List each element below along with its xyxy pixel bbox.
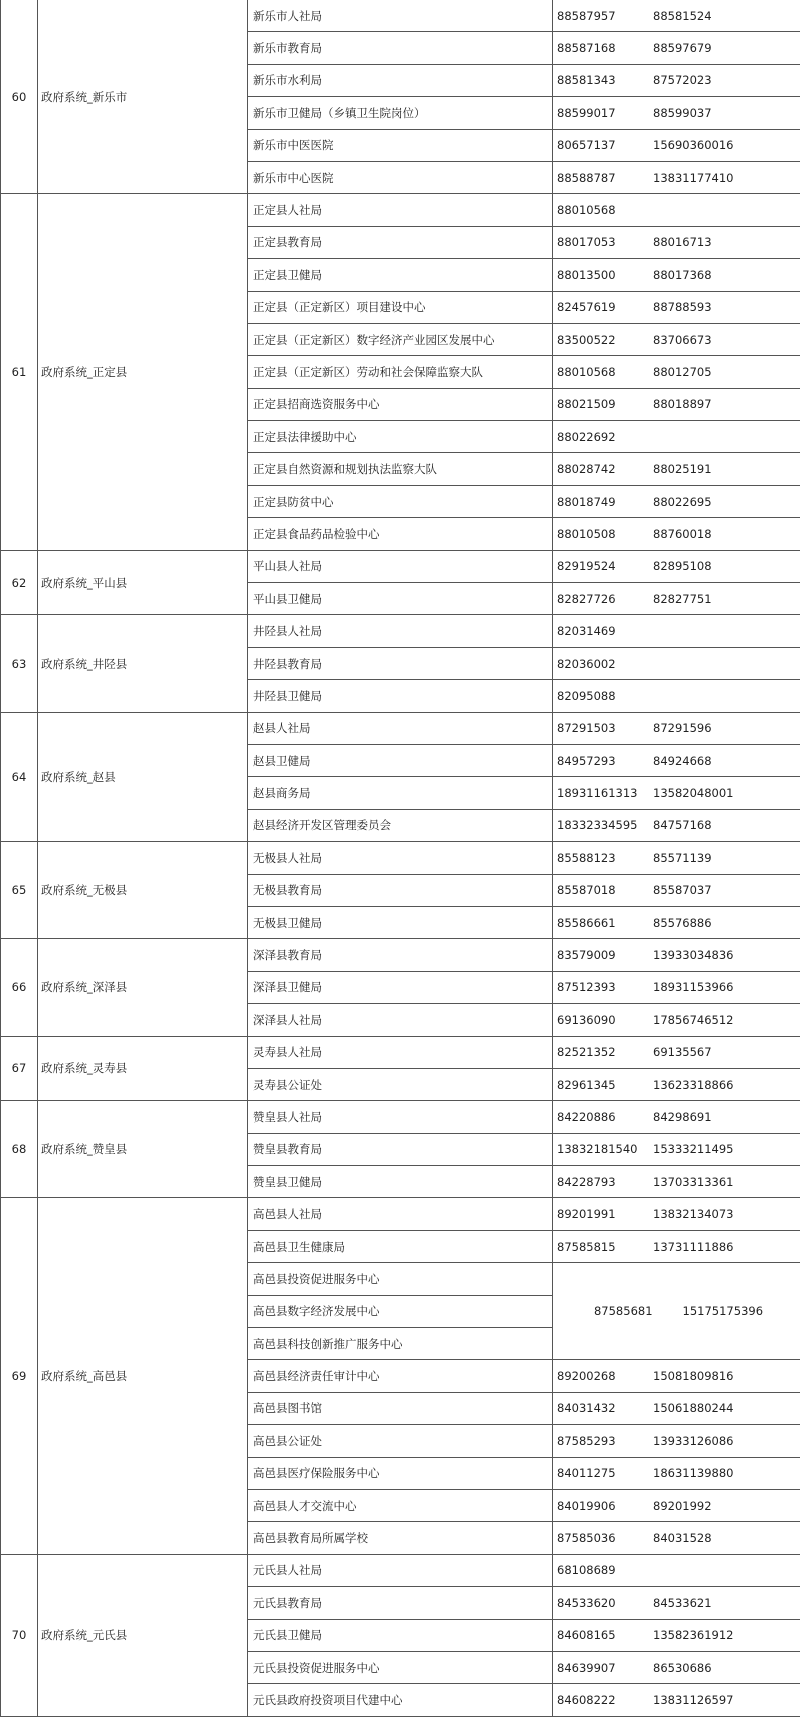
phone-primary: 82961345 <box>557 1078 653 1092</box>
phone-secondary: 17856746512 <box>653 1013 733 1027</box>
unit-name: 正定县食品药品检验中心 <box>248 518 553 550</box>
row-number: 60 <box>1 0 38 194</box>
phone-primary: 88018749 <box>557 495 653 509</box>
phone-cell <box>553 64 800 96</box>
phone-cell <box>553 1619 800 1651</box>
unit-name: 井陉县人社局 <box>248 615 553 647</box>
table-row <box>1 939 800 971</box>
phone-secondary: 86530686 <box>653 1661 712 1675</box>
phone-primary: 82036002 <box>557 657 653 671</box>
system-name: 政府系统_无极县 <box>38 842 248 939</box>
phone-cell <box>553 1360 800 1392</box>
unit-name: 井陉县教育局 <box>248 647 553 679</box>
phone-primary: 82919524 <box>557 559 653 573</box>
phone-secondary: 84924668 <box>653 754 712 768</box>
unit-name: 灵寿县公证处 <box>248 1068 553 1100</box>
unit-name: 正定县卫健局 <box>248 259 553 291</box>
table-row <box>1 712 800 744</box>
row-number: 65 <box>1 842 38 939</box>
phone-secondary: 13582361912 <box>653 1628 733 1642</box>
contact-table-body <box>1 0 800 1716</box>
unit-name: 正定县（正定新区）数字经济产业园区发展中心 <box>248 323 553 355</box>
unit-name: 高邑县数字经济发展中心 <box>248 1295 553 1327</box>
row-number: 61 <box>1 194 38 550</box>
phone-primary: 88022692 <box>557 430 653 444</box>
table-row <box>1 842 800 874</box>
unit-name: 新乐市教育局 <box>248 32 553 64</box>
phone-cell <box>553 129 800 161</box>
phone-cell <box>553 615 800 647</box>
row-number: 68 <box>1 1101 38 1198</box>
phone-secondary: 88022695 <box>653 495 712 509</box>
phone-cell <box>553 777 800 809</box>
unit-name: 平山县人社局 <box>248 550 553 582</box>
unit-name: 赵县商务局 <box>248 777 553 809</box>
phone-secondary: 88012705 <box>653 365 712 379</box>
row-number: 70 <box>1 1554 38 1716</box>
phone-primary: 82031469 <box>557 624 653 638</box>
phone-primary: 89200268 <box>557 1369 653 1383</box>
phone-secondary: 15081809816 <box>653 1369 733 1383</box>
phone-secondary: 85587037 <box>653 883 712 897</box>
system-name: 政府系统_灵寿县 <box>38 1036 248 1101</box>
phone-primary: 88010568 <box>557 203 653 217</box>
row-number: 63 <box>1 615 38 712</box>
system-name: 政府系统_元氏县 <box>38 1554 248 1716</box>
phone-primary: 88021509 <box>557 397 653 411</box>
unit-name: 高邑县经济责任审计中心 <box>248 1360 553 1392</box>
unit-name: 平山县卫健局 <box>248 583 553 615</box>
unit-name: 元氏县教育局 <box>248 1587 553 1619</box>
phone-cell <box>553 32 800 64</box>
unit-name: 赞皇县教育局 <box>248 1133 553 1165</box>
phone-cell <box>553 485 800 517</box>
unit-name: 高邑县科技创新推广服务中心 <box>248 1328 553 1360</box>
phone-primary: 88581343 <box>557 73 653 87</box>
phone-primary: 84228793 <box>557 1175 653 1189</box>
phone-cell <box>553 453 800 485</box>
unit-name: 高邑县公证处 <box>248 1425 553 1457</box>
unit-name: 赞皇县人社局 <box>248 1101 553 1133</box>
phone-primary: 84957293 <box>557 754 653 768</box>
phone-cell <box>553 0 800 32</box>
phone-cell <box>553 809 800 841</box>
phone-cell <box>553 1198 800 1230</box>
phone-cell <box>553 259 800 291</box>
phone-cell <box>553 1263 800 1360</box>
phone-secondary: 13933034836 <box>653 948 733 962</box>
phone-cell <box>553 939 800 971</box>
phone-primary: 82827726 <box>557 592 653 606</box>
phone-primary: 87585036 <box>557 1531 653 1545</box>
row-number: 66 <box>1 939 38 1036</box>
phone-primary: 68108689 <box>557 1563 653 1577</box>
phone-secondary: 13831126597 <box>653 1693 733 1707</box>
unit-name: 正定县（正定新区）项目建设中心 <box>248 291 553 323</box>
phone-primary: 88587957 <box>557 9 653 23</box>
row-number: 69 <box>1 1198 38 1554</box>
phone-cell <box>553 971 800 1003</box>
phone-primary: 84011275 <box>557 1466 653 1480</box>
unit-name: 正定县防贫中心 <box>248 485 553 517</box>
table-row <box>1 1036 800 1068</box>
system-name: 政府系统_高邑县 <box>38 1198 248 1554</box>
unit-name: 高邑县投资促进服务中心 <box>248 1263 553 1295</box>
phone-cell <box>553 1587 800 1619</box>
phone-secondary: 15333211495 <box>653 1142 733 1156</box>
phone-secondary: 82895108 <box>653 559 712 573</box>
phone-primary: 85586661 <box>557 916 653 930</box>
phone-primary: 88017053 <box>557 235 653 249</box>
unit-name: 深泽县人社局 <box>248 1004 553 1036</box>
table-row <box>1 1101 800 1133</box>
unit-name: 深泽县教育局 <box>248 939 553 971</box>
phone-secondary: 88017368 <box>653 268 712 282</box>
unit-name: 新乐市中医医院 <box>248 129 553 161</box>
phone-cell <box>553 1522 800 1554</box>
phone-cell <box>553 518 800 550</box>
phone-secondary: 87291596 <box>653 721 712 735</box>
unit-name: 正定县（正定新区）劳动和社会保障监察大队 <box>248 356 553 388</box>
phone-cell <box>553 1554 800 1586</box>
phone-secondary: 87572023 <box>653 73 712 87</box>
phone-primary: 88599017 <box>557 106 653 120</box>
phone-cell <box>553 874 800 906</box>
phone-primary: 83579009 <box>557 948 653 962</box>
phone-primary: 88013500 <box>557 268 653 282</box>
phone-primary: 89201991 <box>557 1207 653 1221</box>
phone-cell <box>553 226 800 258</box>
phone-cell <box>553 194 800 226</box>
unit-name: 新乐市水利局 <box>248 64 553 96</box>
unit-name: 元氏县卫健局 <box>248 1619 553 1651</box>
row-number: 62 <box>1 550 38 615</box>
phone-secondary: 15061880244 <box>653 1401 733 1415</box>
phone-primary: 82521352 <box>557 1045 653 1059</box>
phone-secondary: 84031528 <box>653 1531 712 1545</box>
phone-primary: 88587168 <box>557 41 653 55</box>
phone-cell <box>553 1392 800 1424</box>
unit-name: 高邑县卫生健康局 <box>248 1230 553 1262</box>
phone-primary: 84533620 <box>557 1596 653 1610</box>
phone-secondary: 88581524 <box>653 9 712 23</box>
system-name: 政府系统_井陉县 <box>38 615 248 712</box>
phone-cell <box>553 1651 800 1683</box>
phone-cell <box>553 550 800 582</box>
table-row <box>1 550 800 582</box>
phone-cell <box>553 647 800 679</box>
phone-primary: 84639907 <box>557 1661 653 1675</box>
phone-secondary: 85576886 <box>653 916 712 930</box>
phone-secondary: 69135567 <box>653 1045 712 1059</box>
unit-name: 元氏县投资促进服务中心 <box>248 1651 553 1683</box>
phone-cell <box>553 323 800 355</box>
phone-secondary: 82827751 <box>653 592 712 606</box>
phone-secondary: 88788593 <box>653 300 712 314</box>
phone-cell <box>553 583 800 615</box>
table-row <box>1 615 800 647</box>
phone-primary: 84031432 <box>557 1401 653 1415</box>
phone-secondary: 88025191 <box>653 462 712 476</box>
phone-cell <box>553 291 800 323</box>
phone-secondary: 88760018 <box>653 527 712 541</box>
phone-primary: 85588123 <box>557 851 653 865</box>
phone-cell <box>553 97 800 129</box>
phone-primary: 87585293 <box>557 1434 653 1448</box>
phone-cell <box>553 1004 800 1036</box>
phone-primary: 87291503 <box>557 721 653 735</box>
phone-primary: 88588787 <box>557 171 653 185</box>
phone-secondary: 88597679 <box>653 41 712 55</box>
unit-name: 井陉县卫健局 <box>248 680 553 712</box>
phone-primary: 84608222 <box>557 1693 653 1707</box>
phone-primary: 18931161313 <box>557 786 653 800</box>
unit-name: 赞皇县卫健局 <box>248 1166 553 1198</box>
phone-secondary: 85571139 <box>653 851 712 865</box>
unit-name: 正定县人社局 <box>248 194 553 226</box>
unit-name: 灵寿县人社局 <box>248 1036 553 1068</box>
system-name: 政府系统_赞皇县 <box>38 1101 248 1198</box>
unit-name: 元氏县人社局 <box>248 1554 553 1586</box>
phone-secondary: 13582048001 <box>653 786 733 800</box>
phone-cell <box>553 1068 800 1100</box>
row-number: 64 <box>1 712 38 842</box>
phone-primary: 85587018 <box>557 883 653 897</box>
phone-cell <box>553 1230 800 1262</box>
phone-secondary: 15175175396 <box>683 1304 763 1318</box>
unit-name: 新乐市中心医院 <box>248 161 553 193</box>
phone-primary: 80657137 <box>557 138 653 152</box>
unit-name: 正定县招商选资服务中心 <box>248 388 553 420</box>
phone-cell <box>553 680 800 712</box>
phone-cell <box>553 1133 800 1165</box>
row-number: 67 <box>1 1036 38 1101</box>
phone-primary: 69136090 <box>557 1013 653 1027</box>
unit-name: 正定县教育局 <box>248 226 553 258</box>
system-name: 政府系统_正定县 <box>38 194 248 550</box>
phone-secondary: 84757168 <box>653 818 712 832</box>
phone-cell <box>553 388 800 420</box>
phone-cell <box>553 421 800 453</box>
phone-secondary: 15690360016 <box>653 138 733 152</box>
unit-name: 无极县人社局 <box>248 842 553 874</box>
phone-primary: 84608165 <box>557 1628 653 1642</box>
phone-secondary: 88018897 <box>653 397 712 411</box>
unit-name: 正定县自然资源和规划执法监察大队 <box>248 453 553 485</box>
unit-name: 高邑县教育局所属学校 <box>248 1522 553 1554</box>
phone-cell <box>553 161 800 193</box>
unit-name: 无极县教育局 <box>248 874 553 906</box>
phone-primary: 13832181540 <box>557 1142 653 1156</box>
unit-name: 正定县法律援助中心 <box>248 421 553 453</box>
phone-secondary: 88599037 <box>653 106 712 120</box>
phone-primary: 88010508 <box>557 527 653 541</box>
phone-primary: 87585815 <box>557 1240 653 1254</box>
phone-cell <box>553 1166 800 1198</box>
unit-name: 无极县卫健局 <box>248 906 553 938</box>
phone-secondary: 89201992 <box>653 1499 712 1513</box>
unit-name: 高邑县人社局 <box>248 1198 553 1230</box>
unit-name: 元氏县政府投资项目代建中心 <box>248 1684 553 1716</box>
phone-cell <box>553 906 800 938</box>
phone-secondary: 13831177410 <box>653 171 733 185</box>
phone-primary: 84019906 <box>557 1499 653 1513</box>
table-row <box>1 194 800 226</box>
phone-primary: 83500522 <box>557 333 653 347</box>
phone-primary: 88010568 <box>557 365 653 379</box>
phone-cell <box>553 356 800 388</box>
phone-primary: 84220886 <box>557 1110 653 1124</box>
phone-cell <box>553 1425 800 1457</box>
phone-secondary: 13832134073 <box>653 1207 733 1221</box>
phone-secondary: 18931153966 <box>653 980 733 994</box>
phone-primary: 87585681 <box>594 1304 653 1318</box>
phone-cell <box>553 1489 800 1521</box>
unit-name: 高邑县医疗保险服务中心 <box>248 1457 553 1489</box>
phone-primary: 87512393 <box>557 980 653 994</box>
table-row <box>1 1554 800 1586</box>
system-name: 政府系统_赵县 <box>38 712 248 842</box>
phone-cell <box>553 712 800 744</box>
phone-secondary: 13623318866 <box>653 1078 733 1092</box>
unit-name: 赵县经济开发区管理委员会 <box>248 809 553 841</box>
unit-name: 新乐市人社局 <box>248 0 553 32</box>
phone-secondary: 83706673 <box>653 333 712 347</box>
system-name: 政府系统_新乐市 <box>38 0 248 194</box>
phone-secondary: 18631139880 <box>653 1466 733 1480</box>
phone-primary: 82457619 <box>557 300 653 314</box>
unit-name: 高邑县图书馆 <box>248 1392 553 1424</box>
phone-secondary: 84298691 <box>653 1110 712 1124</box>
phone-primary: 88028742 <box>557 462 653 476</box>
unit-name: 高邑县人才交流中心 <box>248 1489 553 1521</box>
phone-primary: 18332334595 <box>557 818 653 832</box>
unit-name: 赵县卫健局 <box>248 744 553 776</box>
phone-secondary: 13731111886 <box>653 1240 733 1254</box>
system-name: 政府系统_深泽县 <box>38 939 248 1036</box>
phone-secondary: 13703313361 <box>653 1175 733 1189</box>
system-name: 政府系统_平山县 <box>38 550 248 615</box>
table-row <box>1 1198 800 1230</box>
phone-cell <box>553 1036 800 1068</box>
phone-cell <box>553 1457 800 1489</box>
unit-name: 赵县人社局 <box>248 712 553 744</box>
unit-name: 新乐市卫健局（乡镇卫生院岗位） <box>248 97 553 129</box>
phone-cell <box>553 1101 800 1133</box>
phone-secondary: 84533621 <box>653 1596 712 1610</box>
phone-cell <box>553 842 800 874</box>
phone-secondary: 13933126086 <box>653 1434 733 1448</box>
phone-secondary: 88016713 <box>653 235 712 249</box>
phone-cell <box>553 1684 800 1716</box>
unit-name: 深泽县卫健局 <box>248 971 553 1003</box>
table-row <box>1 0 800 32</box>
phone-cell <box>553 744 800 776</box>
phone-primary: 82095088 <box>557 689 653 703</box>
